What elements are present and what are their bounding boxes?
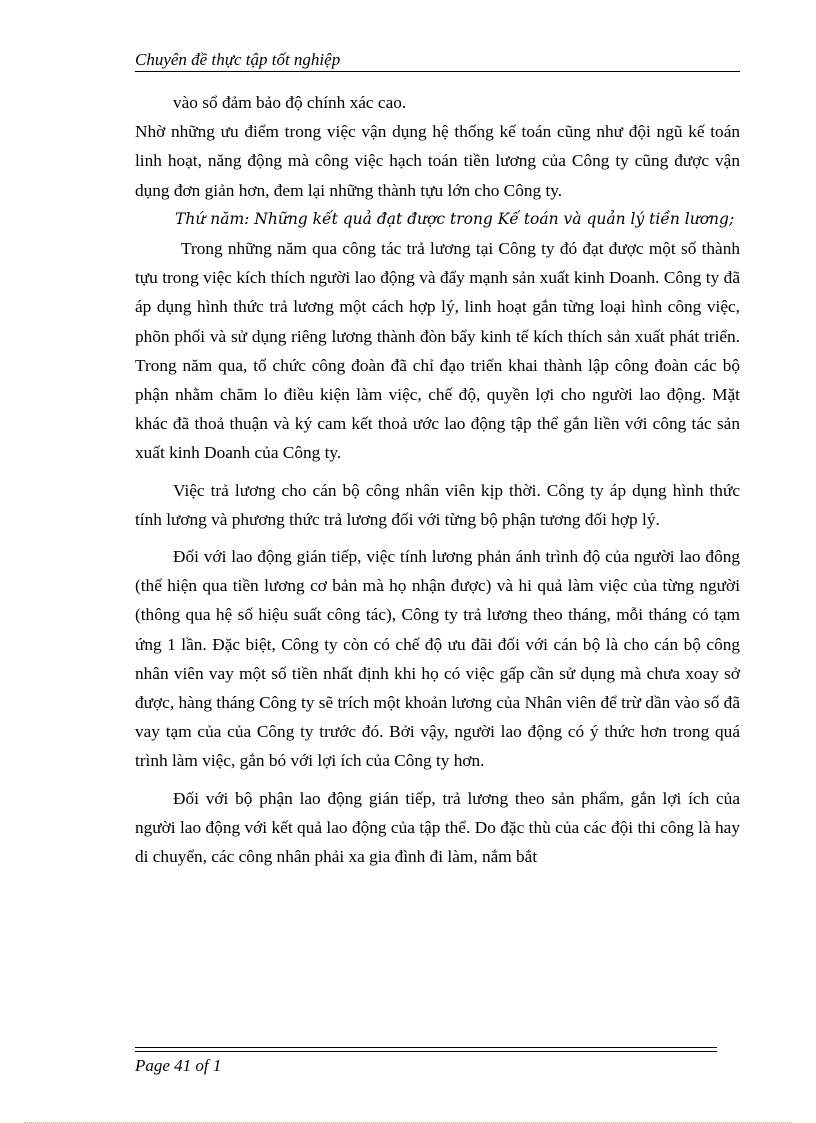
paragraph-achievements: Trong những năm qua công tác trả lương tại Công ty đó đạt được một số thành tựu trong việc kích thích người lao động và đẩy mạnh sản xuất kinh Doanh. Công ty đã áp dụng hình thức trả lương một cách hợp lý, linh hoạt gắn từng loại hình công việc, phõn phối và sử dụng riêng lương thành đòn bẩy kinh tế kích thích sản xuất phát triển. Trong năm qua, tổ chức công đoàn đã chỉ đạo triển khai thành lập công đoàn các bộ phận nhằm chăm lo điều kiện làm việc, chế độ, quyền lợi cho người lao động. Mặt khác đã thoả thuận và ký cam kết thoả ước lao động tập thể gắn liền với công tác sản xuất kinh Doanh của Công ty. [135,239,740,463]
page-header [135,49,740,72]
paragraph-timely-payment: Việc trả lương cho cán bộ công nhân viên kịp thời. Công ty áp dụng hình thức tính lương và phương thức trả lương đối với từng bộ phận tương đối hợp lý. [135,480,740,529]
header-title: Chuyên đề thực tập tốt nghiệp [135,50,341,69]
paragraph-advantages: Nhờ những ưu điểm trong việc vận dụng hệ thống kế toán cũng như đội ngũ kế toán linh hoạt, năng động mà công việc hạch toán tiền lương của Công ty cũng được vận dụng đơn giản hơn, đem lại những thành tựu lớn cho Công ty. [135,122,740,200]
page-number: Page 41 of 1 [135,1056,222,1075]
section-heading-fifth: Thứ năm: Những kết quả đạt được trong Kế toán và quản lý tiền lương; [175,209,735,228]
page-footer [135,1054,221,1078]
paragraph-product-wage: Đối với bộ phận lao động gián tiếp, trả lương theo sản phẩm, gắn lợi ích của người lao động với kết quả lao động của tập thể. Do đặc thù của các đội thi công là hay di chuyển, các công nhân phải xa gia đình đi làm, nắm bắt [135,788,740,867]
paragraph-indirect-labor: Đối với lao động gián tiếp, việc tính lương phản ánh trình độ của người lao đông (thể hiện qua tiền lương cơ bản mà họ nhận được) và hi quả làm việc của từng người (thông qua hệ số hiệu suất công tác), Công ty trả lương theo tháng, mỗi tháng có tạm ứng 1 lần. Đặc biệt, Công ty còn có chế độ ưu đãi đối với cán bộ là cho cán bộ công nhân viên vay một số tiền nhất định khi họ có việc gấp cần sử dụng mà chưa xoay sở được, hàng tháng Công ty sẽ trích một khoản lương của Nhân viên để trừ dần vào số đã vay tạm của của Công ty trước đó. Bởi vậy, người lao động có ý thức hơn trong quá trình làm việc, gắn bó với lợi ích của Công ty hơn. [135,547,740,771]
footer-rule-top [135,1047,717,1048]
footer-rule-bottom [135,1051,717,1052]
paragraph-continuation: vào sổ đảm bảo độ chính xác cao. [173,93,407,112]
body-text [135,88,740,871]
